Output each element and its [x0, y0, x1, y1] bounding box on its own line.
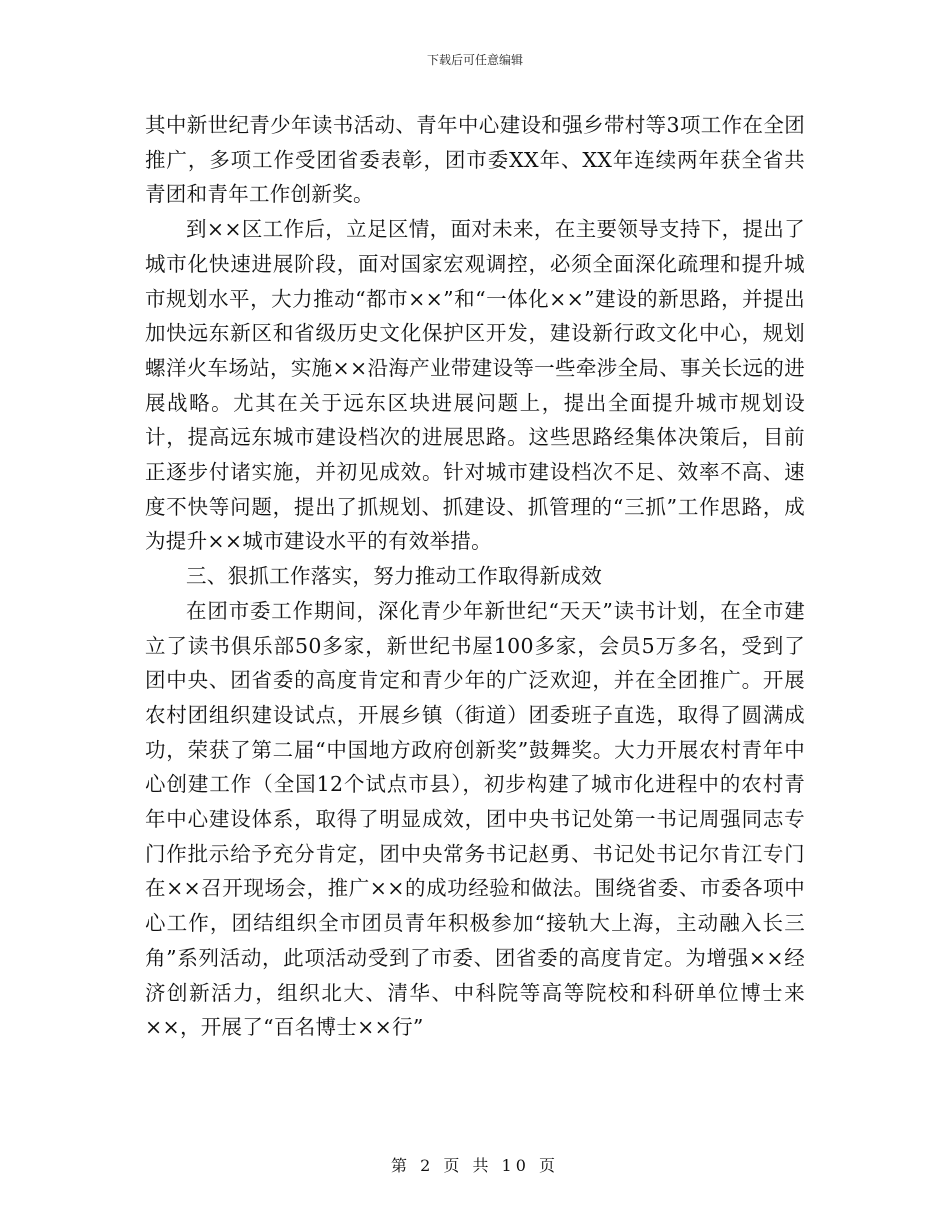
paragraph-3: 在团市委工作期间，深化青少年新世纪“天天”读书计划，在全市建立了读书俱乐部50多家，新世纪书屋100多家，会员5万多名，受到了团中央、团省委的高度肯定和青少年的广泛欢迎，并在全团推广。开展农村团组织建设试点，开展乡镇（街道）团委班子直选，取得了圆满成功，荣获了第二届“中国地方政府创新奖”鼓舞奖。大力开展农村青年中心创建工作（全国12个试点市县），初步构建了城市化进程中的农村青年中心建设体系，取得了明显成效，团中央书记处第一书记周强同志专门作批示给予充分肯定，团中央常务书记赵勇、书记处书记尔肯江专门在××召开现场会，推广××的成功经验和做法。围绕省委、市委各项中心工作，团结组织全市团员青年积极参加“接轨大上海，主动融入长三角”系列活动，此项活动受到了市委、团省委的高度肯定。为增强××经济创新活力，组织北大、清华、中科院等高等院校和科研单位博士来××，开展了“百名博士××行”: [145, 598, 805, 1040]
paragraph-1: 其中新世纪青少年读书活动、青年中心建设和强乡带村等3项工作在全团推广，多项工作受团省委表彰，团市委XX年、XX年连续两年获全省共青团和青年工作创新奖。: [145, 113, 805, 207]
paragraph-2: 到××区工作后，立足区情，面对未来，在主要领导支持下，提出了城市化快速进展阶段，面对国家宏观调控，必须全面深化疏理和提升城市规划水平，大力推动“都市××”和“一体化××”建设的新思路，并提出加快远东新区和省级历史文化保护区开发，建设新行政文化中心，规划螺洋火车场站，实施××沿海产业带建设等一些牵涉全局、事关长远的进展战略。尤其在关于远东区块进展问题上，提出全面提升城市规划设计，提高远东城市建设档次的进展思路。这些思路经集体决策后，目前正逐步付诸实施，并初见成效。针对城市建设档次不足、效率不高、速度不快等问题，提出了抓规划、抓建设、抓管理的“三抓”工作思路，成为提升××城市建设水平的有效举措。: [145, 217, 805, 554]
page-header: 下载后可任意编辑: [426, 53, 523, 67]
page-number-footer: 第 2 页 共 10 页: [391, 1156, 559, 1175]
section-heading: 三、狠抓工作落实，努力推动工作取得新成效: [186, 564, 602, 589]
document-body: [145, 108, 805, 1045]
